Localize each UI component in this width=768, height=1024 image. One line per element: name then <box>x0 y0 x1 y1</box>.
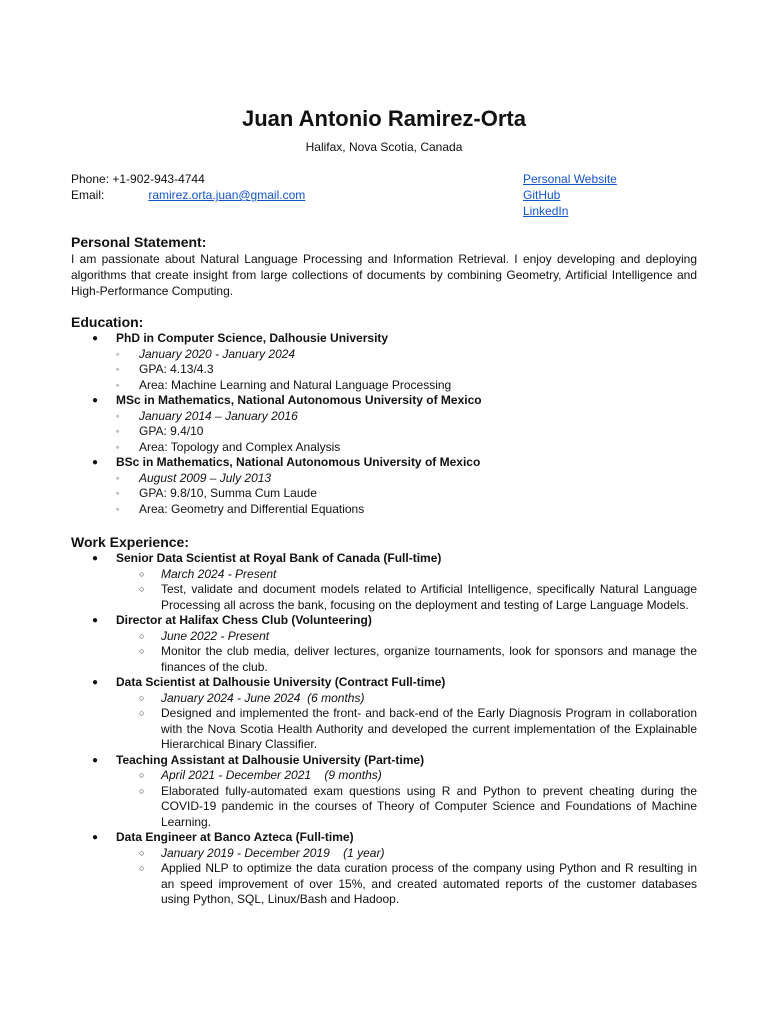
circle-bullet-icon: ◦ <box>116 441 120 452</box>
profile-links <box>523 171 617 219</box>
circle-bullet-icon: ◦ <box>116 503 120 514</box>
linkedin-link[interactable]: LinkedIn <box>523 204 569 218</box>
degree-title: BSc in Mathematics, National Autonomous University of Mexico <box>116 455 481 469</box>
job-title: Data Scientist at Dalhousie University (Contract Full-time) <box>116 675 446 689</box>
education-section <box>71 314 697 517</box>
section-title: Work Experience: <box>71 534 190 550</box>
list-item <box>116 502 697 518</box>
education-entry <box>71 393 697 455</box>
bullet-icon: ● <box>92 677 99 688</box>
email-label: Email: <box>71 188 105 202</box>
list-item <box>116 846 697 862</box>
bullet-icon: ● <box>92 553 99 564</box>
job-dates: April 2021 - December 2021 (9 months) <box>161 768 382 782</box>
section-title: Education: <box>71 314 144 330</box>
personal-statement-section <box>71 234 697 299</box>
work-entry <box>71 613 697 675</box>
degree-gpa: GPA: 4.13/4.3 <box>139 362 214 376</box>
section-title: Personal Statement: <box>71 234 207 250</box>
list-item <box>116 644 697 675</box>
list-item <box>116 424 697 440</box>
circle-bullet-icon: ◦ <box>116 379 120 390</box>
job-description: Monitor the club media, deliver lectures, organize tournaments, look for sponsors and manage the finances of the club. <box>161 644 697 674</box>
list-item <box>116 409 697 425</box>
work-experience-section <box>71 534 697 908</box>
circle-bullet-icon: ◦ <box>116 426 120 436</box>
bullet-icon: ● <box>92 457 99 468</box>
degree-gpa: GPA: 9.4/10 <box>139 424 204 438</box>
resume-location: Halifax, Nova Scotia, Canada <box>305 140 463 154</box>
list-item <box>116 378 697 394</box>
job-dates: January 2024 - June 2024 (6 months) <box>161 690 365 705</box>
job-title: Data Engineer at Banco Azteca (Full-time) <box>116 830 354 844</box>
bullet-icon: ● <box>92 832 99 843</box>
email-link[interactable]: ramirez.orta.juan@gmail.com <box>148 188 306 202</box>
degree-gpa: GPA: 9.8/10, Summa Cum Laude <box>139 486 317 500</box>
job-title: Teaching Assistant at Dalhousie University (Part-time) <box>116 752 425 767</box>
job-description: Elaborated fully-automated exam questions using R and Python to prevent cheating during the COVID-19 pandemic in the courses of Theory of Computer Science and Foundations of Machine Learning. <box>161 783 697 829</box>
list-item <box>116 582 697 613</box>
job-description: Applied NLP to optimize the data curation process of the company using Python and R resulting in an speed improvement of over 15%, and created automated reports of the customer databases using Python, SQL, Linux/Bash and Hadoop. <box>161 861 697 906</box>
bullet-icon: ● <box>92 615 99 626</box>
circle-bullet-icon: ◦ <box>116 410 120 421</box>
email-row <box>71 187 305 203</box>
education-entry <box>71 455 697 517</box>
degree-area: Area: Geometry and Differential Equations <box>139 501 365 516</box>
list-item <box>116 768 697 784</box>
circle-bullet-icon: ○ <box>139 863 145 873</box>
bullet-icon: ● <box>92 395 99 406</box>
work-entry <box>71 551 697 613</box>
circle-bullet-icon: ◦ <box>116 472 120 483</box>
list-item <box>116 691 697 707</box>
resume-name: Juan Antonio Ramirez-Orta <box>242 106 526 131</box>
github-link[interactable]: GitHub <box>523 188 561 202</box>
education-entry <box>71 331 697 393</box>
work-entry <box>71 675 697 753</box>
list-item <box>116 706 697 753</box>
job-dates: January 2019 - December 2019 (1 year) <box>161 845 385 860</box>
job-dates: March 2024 - Present <box>161 566 277 581</box>
circle-bullet-icon: ○ <box>139 770 145 780</box>
list-item <box>116 362 697 378</box>
list-item <box>116 567 697 583</box>
degree-title: MSc in Mathematics, National Autonomous University of Mexico <box>116 393 482 407</box>
degree-area: Area: Machine Learning and Natural Language Processing <box>139 377 452 392</box>
bullet-icon: ● <box>92 333 99 344</box>
job-description: Designed and implemented the front- and back-end of the Early Diagnosis Program in collaboration with the Nova Scotia Health Authority and developed the current implementation of the Explainable Hierarchical Binary Classifier. <box>161 706 697 751</box>
circle-bullet-icon: ◦ <box>116 488 120 498</box>
job-dates: June 2022 - Present <box>161 628 270 643</box>
degree-area: Area: Topology and Complex Analysis <box>139 439 341 454</box>
list-item <box>116 471 697 487</box>
list-item <box>116 486 697 502</box>
circle-bullet-icon: ◦ <box>116 364 120 374</box>
circle-bullet-icon: ○ <box>139 692 145 703</box>
circle-bullet-icon: ○ <box>139 847 145 858</box>
work-entry <box>71 753 697 831</box>
circle-bullet-icon: ○ <box>139 708 145 718</box>
bullet-icon: ● <box>92 754 99 766</box>
circle-bullet-icon: ○ <box>139 630 145 641</box>
circle-bullet-icon: ○ <box>139 646 145 656</box>
circle-bullet-icon: ◦ <box>116 348 120 359</box>
job-title: Senior Data Scientist at Royal Bank of Canada (Full-time) <box>116 551 442 565</box>
personal-statement-text: I am passionate about Natural Language Processing and Information Retrieval. I enjoy developing and deploying algorithms that create insight from large collections of documents by combining Geometry, Artificial Intelligence and High-Performance Computing. <box>71 252 697 298</box>
work-entry <box>71 830 697 908</box>
list-item <box>116 629 697 645</box>
degree-dates: January 2020 - January 2024 <box>139 346 296 361</box>
contact-info <box>71 171 305 203</box>
circle-bullet-icon: ○ <box>139 584 145 594</box>
phone-text: Phone: +1-902-943-4744 <box>71 172 205 186</box>
job-title: Director at Halifax Chess Club (Volunteering) <box>116 613 372 627</box>
degree-dates: August 2009 – July 2013 <box>139 470 272 485</box>
circle-bullet-icon: ○ <box>139 568 145 579</box>
job-description: Test, validate and document models related to Artificial Intelligence, specifically Natural Language Processing all across the bank, focusing on the deployment and testing of Large Language Models. <box>161 582 697 612</box>
circle-bullet-icon: ○ <box>139 785 145 796</box>
degree-dates: January 2014 – January 2016 <box>139 408 298 423</box>
degree-title: PhD in Computer Science, Dalhousie University <box>116 331 389 345</box>
list-item <box>116 861 697 908</box>
list-item <box>116 784 697 831</box>
list-item <box>116 440 697 456</box>
list-item <box>116 347 697 363</box>
personal-website-link[interactable]: Personal Website <box>523 172 617 186</box>
